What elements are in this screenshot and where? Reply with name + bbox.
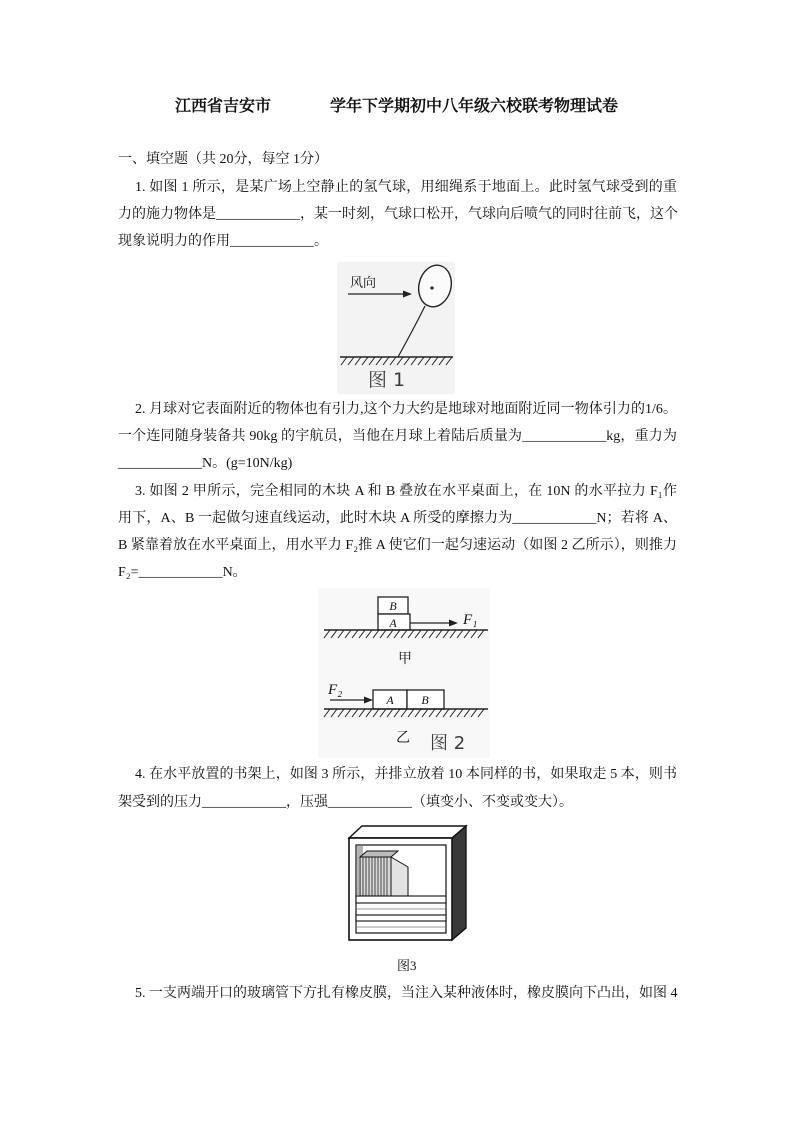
question-3-line-2: 用下，A、B 一起做匀速直线运动，此时木块 A 所受的摩擦力为____________N；若将 A、	[118, 511, 677, 526]
block-a-stacked-label: A	[389, 616, 397, 630]
force-f2-label: F₂	[328, 682, 343, 698]
question-4-line-1: 4. 在水平放置的书架上，如图 3 所示，并排立放着 10 本同样的书，如果取走 5 本，则书	[135, 767, 677, 782]
force-f1-label: F₁	[463, 612, 478, 628]
question-4-line-2: 架受到的压力____________，压强____________（填变小、不变或变大）。	[118, 795, 573, 810]
question-1-line-3: 现象说明力的作用____________。	[118, 234, 328, 249]
sub-figure-label-jia: 甲	[398, 652, 412, 667]
figure-2-caption: 图 2	[430, 733, 466, 754]
shelf-board-lower	[356, 915, 446, 921]
question-1-line-2: 力的施力物体是____________，某一时刻，气球口松开，气球向后喷气的同时往前飞，这个	[118, 207, 678, 222]
balloon-dot	[430, 286, 433, 289]
title-exam-name: 学年下学期初中八年级六校联考物理试卷	[330, 98, 619, 115]
figure-3-caption: 图3	[397, 958, 417, 973]
figure-2	[318, 588, 490, 758]
wind-direction-label: 风向	[350, 275, 377, 290]
question-5-line-1: 5. 一支两端开口的玻璃管下方扎有橡皮膜，当注入某种液体时，橡皮膜向下凸出，如图 4	[135, 986, 678, 1001]
title-region: 江西省吉安市	[175, 98, 272, 115]
block-b-stacked-label: B	[389, 599, 397, 613]
bookshelf-top-panel	[349, 826, 466, 838]
question-3-line-3: B 紧靠着放在水平桌面上，用水平力 F₂推 A 使它们一起匀速运动（如图 2 乙所示），则推力	[118, 538, 677, 553]
figure-1	[337, 262, 455, 394]
books-top	[360, 851, 398, 857]
question-3-line-4: F₂=____________N。	[118, 565, 247, 580]
question-2-line-3: ____________N。(g=10N/kg)	[118, 456, 293, 471]
block-b-side-label: B	[421, 693, 429, 707]
question-1-line-1: 1. 如图 1 所示，是某广场上空静止的氢气球，用细绳系于地面上。此时氢气球受到的重	[135, 180, 677, 195]
sub-figure-label-yi: 乙	[396, 731, 410, 746]
books-front	[360, 857, 391, 896]
block-a-side-label: A	[386, 693, 394, 707]
shelf-board-upper	[356, 896, 446, 903]
section-heading: 一、填空题（共 20分，每空 1分）	[118, 152, 328, 167]
question-3-line-1: 3. 如图 2 甲所示，完全相同的木块 A 和 B 叠放在水平桌面上，在 10N 的水平拉力 F₁作	[135, 484, 677, 499]
figure-3-bookshelf	[347, 824, 469, 942]
question-2-line-1: 2. 月球对它表面附近的物体也有引力,这个力大约是地球对地面附近同一物体引力的1/6。	[135, 402, 677, 417]
figure-1-caption: 图 1	[368, 369, 406, 391]
question-2-line-2: 一个连同随身装备共 90kg 的宇航员，当他在月球上着陆后质量为____________kg，重力为	[118, 429, 677, 444]
